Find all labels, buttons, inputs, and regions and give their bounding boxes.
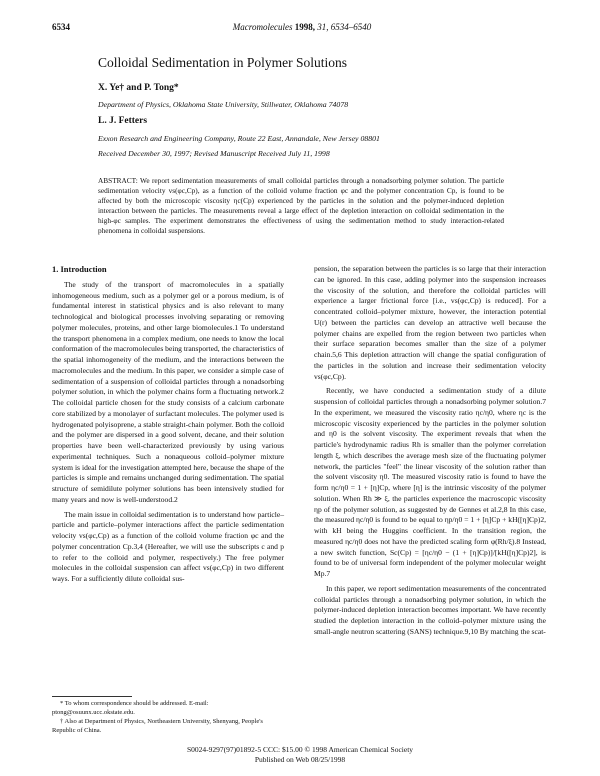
paragraph: Recently, we have conducted a sedimentation study of a dilute suspension of colloidal particles through a nonadsorbing polymer solution.7 In the experiment, we measured the viscosity ratio ηc/η0, where ηc is the microscopic viscosity experienced by the particles in the polymer solution and η0 is the solvent viscosity. The experiment reveals that when the particle's hydrodynamic radius Rh is smaller than the polymer correlation length ξ, which describes the average mesh size of the fluctuating polymer network, the particles "feel" the linear viscosity of the solution rather than the solvent viscosity η0. The measured viscosity ratio is found to have the form ηc/η0 = 1 + [η]Cp, where [η] is the intrinsic viscosity of the polymer solution. When Rh ≫ ξ, the particles experience the macroscopic viscosity ηp of the polymer solution, as suggested by de Gennes et al.2,8 In this case, the measured ηc/η0 is found to be equal to ηp/η0 = 1 + [η]Cp + kH([η]Cp)2, with kH being the Huggins coefficient. In the transition region, the measured ηc/η0 does not have the predicted scaling form φ(Rh/ξ).8 Instead, a new switch function, Sc(Cp) = [ηc/η0 − (1 + [η]Cp)]/[kH([η]Cp)2], is found to be of universal form independent of the polymer molecular weight Mp.7 bbox=[314, 386, 546, 578]
page-number: 6534 bbox=[52, 22, 70, 32]
authors-secondary: L. J. Fetters bbox=[98, 116, 148, 126]
authors-primary: X. Ye† and P. Tong* bbox=[98, 83, 179, 93]
journal-name: Macromolecules bbox=[232, 22, 293, 32]
right-column bbox=[314, 264, 546, 638]
paragraph: The main issue in colloidal sedimentation is to understand how particle–particle and particle–polymer interactions affect the particle sedimentation velocity vs(φc,Cp) as a function of the colloid volume fraction φc and the polymer concentration Cp.3,4 (Hereafter, we will use the subscripts c and p to refer to the colloid and polymer, respectively.) The free polymer molecules in the colloidal suspension can affect vs(φc,Cp) in two different ways. For a sufficiently dilute colloidal sus- bbox=[52, 509, 284, 583]
footnote-rule bbox=[52, 696, 132, 697]
publication-date: Published on Web 08/25/1998 bbox=[254, 755, 346, 764]
abstract: ABSTRACT: We report sedimentation measurements of small colloidal particles through a nonadsorbing polymer solution. The particle sedimentation velocity vs(φc,Cp), as a function of the colloid volume fraction φc and the polymer concentration Cp, is found to be affected by both the microscopic viscosity ηc(Cp) experienced by the particles in the solution and the polymer-induced depletion interaction between the particles. The measurements reveal a large effect of the depletion interaction on colloidal sedimentation in the high-φc samples. The experiment demonstrates the effectiveness of using the sedimentation method to study interaction-related phenomena in colloidal suspensions. bbox=[98, 176, 504, 235]
article-title: Colloidal Sedimentation in Polymer Solutions bbox=[98, 55, 347, 70]
copyright-line: S0024-9297(97)01892-5 CCC: $15.00 © 1998 American Chemical Society bbox=[186, 745, 414, 754]
paragraph: In this paper, we report sedimentation measurements of the concentrated colloidal particles through a nonadsorbing polymer solution, in which the polymer-induced depletion interaction becomes important. We have recently studied the depletion interaction in the colloid–polymer mixture using the small-angle neutron scattering (SANS) technique.9,10 By matching the scat- bbox=[314, 583, 546, 636]
journal-year: 1998, bbox=[294, 22, 315, 32]
footnote: * To whom correspondence should be addressed. E-mail: ptong@osuunx.ucc.okstate.edu. bbox=[52, 700, 209, 716]
journal-citation bbox=[52, 22, 552, 32]
footnote: † Also at Department of Physics, Northeastern University, Shenyang, People's Republic of China. bbox=[52, 718, 263, 734]
running-header bbox=[52, 22, 552, 34]
paragraph: The study of the transport of macromolecules in a spatially inhomogeneous medium, such as a polymer gel or a porous medium, is of fundamental interest in statistical physics and is also relevant to many technological and biological processes involving separating or removing polymer molecules, proteins, and other large biomolecules.1 To understand the transport phenomena in a complex medium, one needs to know the local conformation of the macromolecules being transported, the characteristics of the spatial inhomogeneity of the medium, and the interactions between the macromolecules and the medium. In this paper, we consider a simple case of sedimentation of a suspension of colloidal particles through a nonadsorbing polymer solution, in which the polymer chains form a fluctuating network.2 The colloidal particle chosen for the study consists of a calcium carbonate core stabilized by a monolayer of surfactant molecules. The polymer used is hydrogenated polyisoprene, a stable straight-chain polymer. Both the colloid and the polymer are dispersed in a good solvent, decane, and their solution properties have been well-characterized previously by using various experimental techniques. Such a nonaqueous colloid–polymer mixture system is ideal for the investigation attempted here, because the shape of the particles is simple and remains unchanged during sedimentation. The spatial structure of semidilute polymer solutions has been intensively studied for many years and now is well-understood.2 bbox=[52, 279, 284, 504]
paragraph: pension, the separation between the particles is so large that their interaction can be ignored. In this case, adding polymer into the suspension increases the viscosity of the solution, and therefore the colloidal particles will experience a larger frictional force [i.e., vs(φc,Cp) is reduced]. For a concentrated colloid–polymer mixture, however, the interaction potential U(r) between the particles can develop an attractive well because the polymer chains are expelled from the region between two particles when their surface separation becomes smaller than the size of a polymer chain.5,6 This depletion attraction will change the spatial configuration of the particles in the solution and increase their sedimentation velocity vs(φc,Cp). bbox=[314, 264, 546, 381]
left-column bbox=[52, 264, 284, 585]
affiliation-secondary: Exxon Research and Engineering Company, Route 22 East, Annandale, New Jersey 08801 bbox=[98, 134, 380, 143]
footnotes bbox=[52, 696, 284, 736]
affiliation-primary: Department of Physics, Oklahoma State University, Stillwater, Oklahoma 74078 bbox=[98, 100, 349, 109]
section-heading: 1. Introduction bbox=[52, 264, 107, 274]
received-dates: Received December 30, 1997; Revised Manuscript Received July 11, 1998 bbox=[98, 149, 330, 158]
journal-volume-pages: 31, 6534–6540 bbox=[317, 22, 372, 32]
